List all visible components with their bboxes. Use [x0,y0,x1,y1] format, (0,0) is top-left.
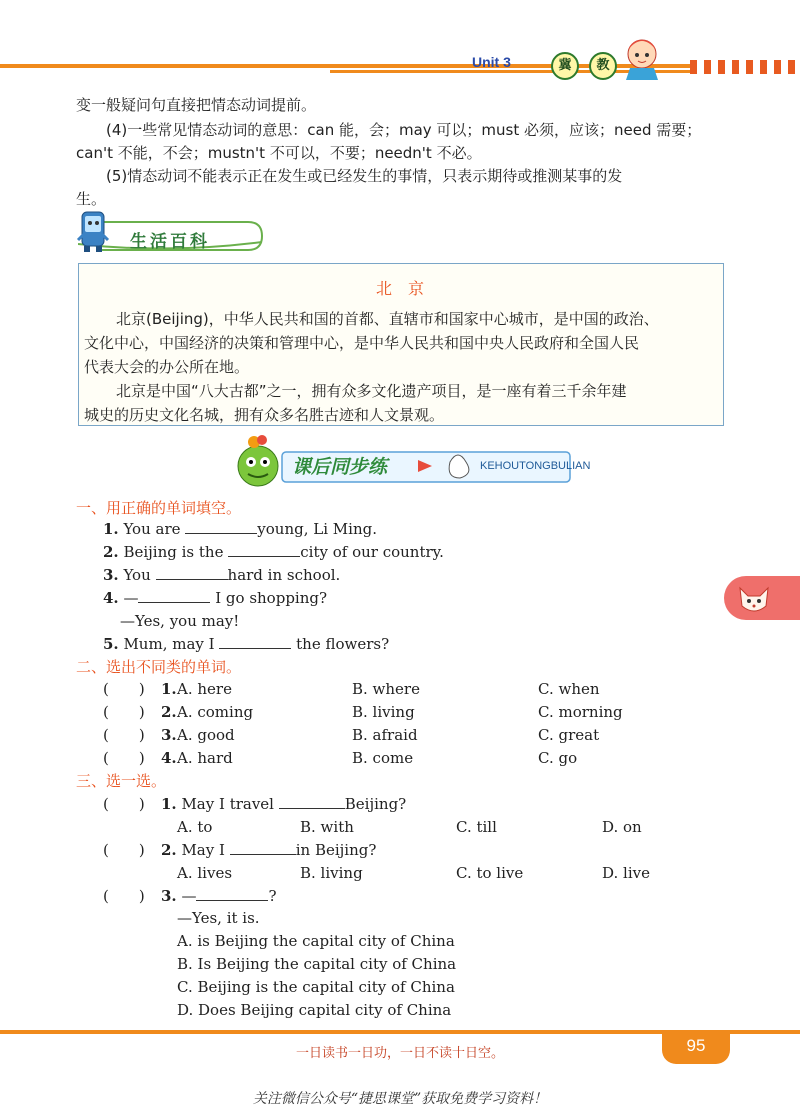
s1-q4-stem-b: I go shopping? [215,589,328,607]
practice-banner-label: 课后同步练 [292,456,388,478]
s3-q1-opt-b[interactable]: B. with [300,818,354,836]
s1-q5-blank[interactable] [219,633,291,649]
s1-q3-stem-a: You [123,566,151,584]
s1-q5-num: 5. [103,635,119,653]
cartoon-girl-icon [612,30,672,82]
section-1-title: 一、用正确的单词填空。 [76,499,242,517]
s2-row-1-c: C. when [538,680,600,698]
grammar-line-4: (5)情态动词不能表示正在发生或已经发生的事情，只表示期待或推测某事的发 [106,167,623,185]
s3-q2-blank[interactable] [230,839,296,855]
s3-q3-num: 3. [161,887,177,905]
s3-q1-stem-a: May I travel [181,795,274,813]
s2-row-4-b: B. come [352,749,414,767]
s3-q3-opt-c[interactable]: C. Beijing is the capital city of China [177,978,455,996]
s1-q2-blank[interactable] [228,541,300,557]
s3-q1-opt-a[interactable]: A. to [177,818,213,836]
s1-q3-stem-b: hard in school. [227,566,341,584]
s2-row-1-paren[interactable]: ( ) [103,680,145,698]
s2-row-1-b: B. where [352,680,420,698]
badge-jiao: 教 [589,52,617,80]
s1-q4-blank[interactable] [138,587,210,603]
s1-q1 [103,518,377,541]
s3-q2-stem [161,839,376,862]
s3-q3-opt-a[interactable]: A. is Beijing the capital city of China [177,932,455,950]
badge-ji: 冀 [551,52,579,80]
s3-q3-stem-b: ? [268,887,277,905]
s1-q3-blank[interactable] [156,564,228,580]
s3-q2-opt-a[interactable]: A. lives [177,864,233,882]
s3-q2-opt-d[interactable]: D. live [602,864,650,882]
s3-q3-reply: —Yes, it is. [177,909,260,927]
s2-row-4-a: A. hard [177,749,233,767]
s3-q3-opt-b[interactable]: B. Is Beijing the capital city of China [177,955,457,973]
s3-q1-opt-d[interactable]: D. on [602,818,642,836]
s1-q2 [103,541,444,564]
s2-row-1-num: 1. [161,680,177,698]
s1-q4 [103,587,327,610]
s1-q5-stem-b: the flowers? [296,635,390,653]
info-title: 北 京 [375,279,424,298]
page-number: 95 [686,1036,706,1055]
s3-q2-num: 2. [161,841,177,859]
info-p1-line1: 北京(Beijing)，中华人民共和国的首都、直辖市和国家中心城市，是中国的政治、 [116,310,659,328]
s2-row-3-b: B. afraid [352,726,418,744]
phone-mascot-icon [74,210,114,254]
grammar-line-1: 变一般疑问句直接把情态动词提前。 [76,96,317,114]
s2-row-2-b: B. living [352,703,415,721]
s3-q1-paren[interactable]: ( ) [103,795,145,813]
s1-q5 [103,633,389,656]
s1-q5-stem-a: Mum, may I [123,635,215,653]
s3-q2-paren[interactable]: ( ) [103,841,145,859]
s3-q2-stem-a: May I [181,841,225,859]
s3-q1-opt-c[interactable]: C. till [456,818,497,836]
section-3-title: 三、选一选。 [76,772,167,790]
s1-q4-stem-a: — [123,589,139,607]
s3-q1-stem [161,793,406,816]
s2-row-3-num: 3. [161,726,177,744]
s3-q1-num: 1. [161,795,177,813]
s1-q2-stem-a: Beijing is the [123,543,224,561]
s2-row-4-num: 4. [161,749,177,767]
s3-q1-blank[interactable] [279,793,345,809]
s1-q1-num: 1. [103,520,119,538]
s1-q1-stem-b: young, Li Ming. [257,520,377,538]
s2-row-2-c: C. morning [538,703,623,721]
s2-row-3-c: C. great [538,726,600,744]
s1-q3 [103,564,340,587]
info-p1-line3: 代表大会的办公所在地。 [84,358,250,376]
practice-banner-pinyin: KEHOUTONGBULIAN [480,460,591,472]
grammar-line-5: 生。 [76,190,107,208]
s1-q3-num: 3. [103,566,119,584]
info-p2-line1: 北京是中国“八大古都”之一，拥有众多文化遗产项目，是一座有着三千余年建 [116,382,627,400]
s2-row-4-c: C. go [538,749,578,767]
s3-q2-stem-b: in Beijing? [295,841,377,859]
promo-text: 关注微信公众号“捷思课堂”获取免费学习资料！ [252,1091,548,1107]
s3-q3-stem-a: — [181,887,197,905]
s1-q4-num: 4. [103,589,119,607]
s2-row-4-paren[interactable]: ( ) [103,749,145,767]
info-p2-line2: 城史的历史文化名城，拥有众多名胜古迹和人文景观。 [84,406,445,424]
info-p1-line2: 文化中心，中国经济的决策和管理中心，是中华人民共和国中央人民政府和全国人民 [84,334,640,352]
s1-q1-stem-a: You are [123,520,181,538]
s3-q3-paren[interactable]: ( ) [103,887,145,905]
header-rule [0,64,800,68]
s2-row-1-a: A. here [177,680,232,698]
s2-row-2-paren[interactable]: ( ) [103,703,145,721]
s1-q2-stem-b: city of our country. [300,543,444,561]
fox-mascot-icon [736,580,772,616]
s1-q1-blank[interactable] [185,518,257,534]
s1-q2-num: 2. [103,543,119,561]
grammar-line-2: (4)一些常见情态动词的意思：can 能，会；may 可以；must 必须，应该；need 需要； [106,121,702,139]
grammar-line-3: can't 不能，不会；mustn't 不可以，不要；needn't 不必。 [76,144,482,162]
section-2-title: 二、选出不同类的单词。 [76,658,242,676]
life-banner-label: 生活百科 [130,232,210,252]
unit-label: Unit 3 [472,54,511,70]
s3-q3-opt-d[interactable]: D. Does Beijing capital city of China [177,1001,452,1019]
s1-q4-reply: —Yes, you may! [120,612,240,630]
s3-q3-stem [161,885,277,908]
s3-q3-blank[interactable] [196,885,268,901]
s3-q1-stem-b: Beijing? [344,795,407,813]
s2-row-2-num: 2. [161,703,177,721]
s2-row-2-a: A. coming [177,703,254,721]
s3-q2-opt-c[interactable]: C. to live [456,864,524,882]
s3-q2-opt-b[interactable]: B. living [300,864,363,882]
s2-row-3-a: A. good [177,726,235,744]
header-checker-pattern [690,60,800,74]
s2-row-3-paren[interactable]: ( ) [103,726,145,744]
footer-motto: 一日读书一日功，一日不读十日空。 [295,1046,504,1061]
